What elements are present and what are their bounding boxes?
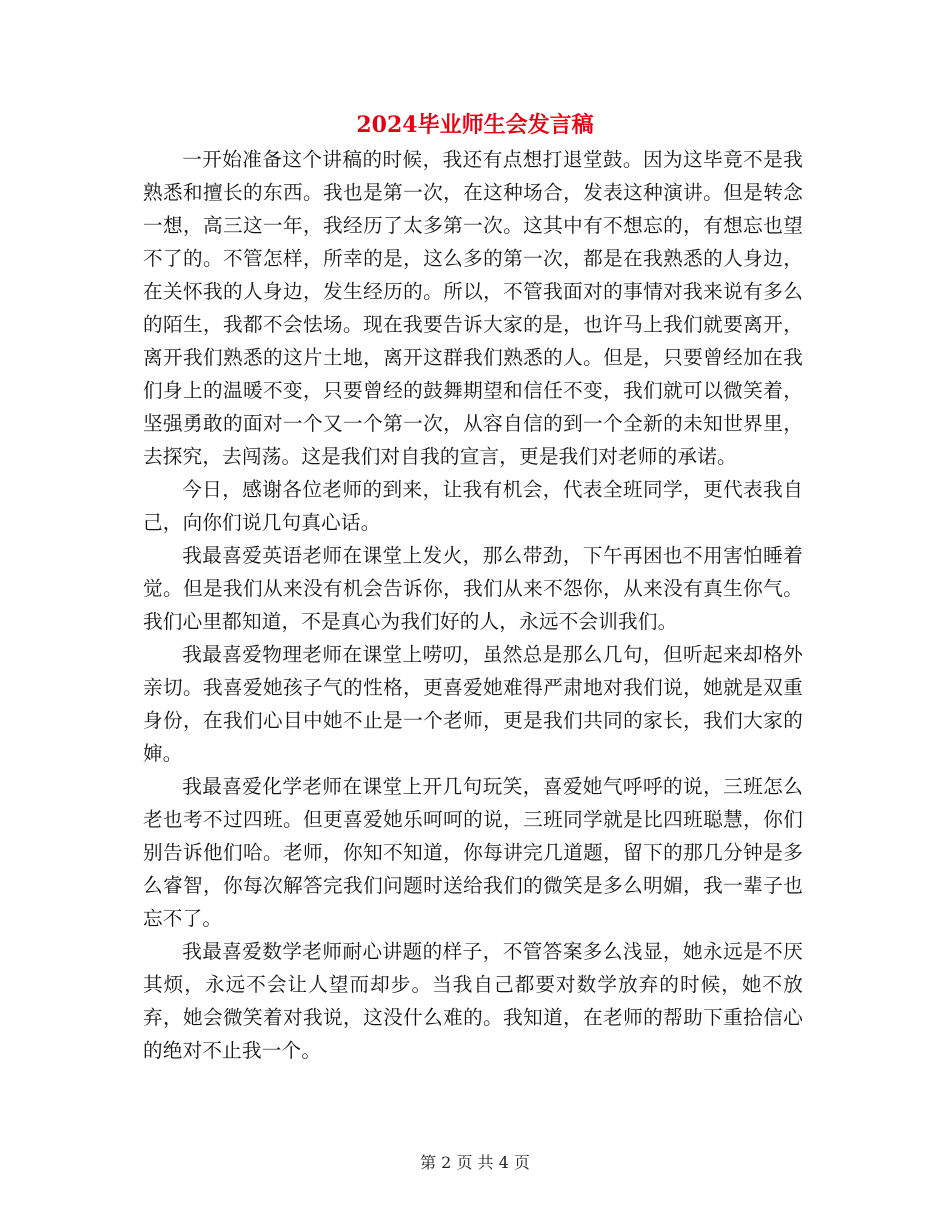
paragraph: 我最喜爱数学老师耐心讲题的样子，不管答案多么浅显，她永远是不厌其烦，永远不会让人望而却步。当我自己都要对数学放弃的时候，她不放弃，她会微笑着对我说，这没什么难的。我知道，在老师的帮助下重拾信心的绝对不止我一个。 bbox=[143, 940, 803, 1062]
paragraph: 今日，感谢各位老师的到来，让我有机会，代表全班同学，更代表我自己，向你们说几句真心话。 bbox=[143, 478, 803, 534]
document-title: 2024毕业师生会发言稿 bbox=[356, 112, 594, 138]
page-number-footer: 第 2 页 共 4 页 bbox=[420, 1153, 530, 1172]
document-body bbox=[143, 143, 803, 1067]
paragraph: 一开始准备这个讲稿的时候，我还有点想打退堂鼓。因为这毕竟不是我熟悉和擅长的东西。我也是第一次，在这种场合，发表这种演讲。但是转念一想，高三这一年，我经历了太多第一次。这其中有不想忘的，有想忘也望不了的。不管怎样，所幸的是，这么多的第一次，都是在我熟悉的人身边，在关怀我的人身边，发生经历的。所以，不管我面对的事情对我来说有多么的陌生，我都不会怯场。现在我要告诉大家的是，也许马上我们就要离开，离开我们熟悉的这片土地，离开这群我们熟悉的人。但是，只要曾经加在我们身上的温暖不变，只要曾经的鼓舞期望和信任不变，我们就可以微笑着，坚强勇敢的面对一个又一个第一次，从容自信的到一个全新的未知世界里，去探究，去闯荡。这是我们对自我的宣言，更是我们对老师的承诺。 bbox=[143, 148, 803, 468]
paragraph: 我最喜爱物理老师在课堂上唠叨，虽然总是那么几句，但听起来却格外亲切。我喜爱她孩子气的性格，更喜爱她难得严肃地对我们说，她就是双重身份，在我们心目中她不止是一个老师，更是我们共同的家长，我们大家的婶。 bbox=[143, 643, 803, 765]
paragraph: 我最喜爱化学老师在课堂上开几句玩笑，喜爱她气呼呼的说，三班怎么老也考不过四班。但更喜爱她乐呵呵的说，三班同学就是比四班聪慧，你们别告诉他们哈。老师，你知不知道，你每讲完几道题，留下的那几分钟是多么睿智，你每次解答完我们问题时送给我们的微笑是多么明媚，我一辈子也忘不了。 bbox=[143, 775, 803, 930]
paragraph: 我最喜爱英语老师在课堂上发火，那么带劲，下午再困也不用害怕睡着觉。但是我们从来没有机会告诉你，我们从来不怨你，从来没有真生你气。我们心里都知道，不是真心为我们好的人，永远不会训我们。 bbox=[143, 544, 803, 633]
